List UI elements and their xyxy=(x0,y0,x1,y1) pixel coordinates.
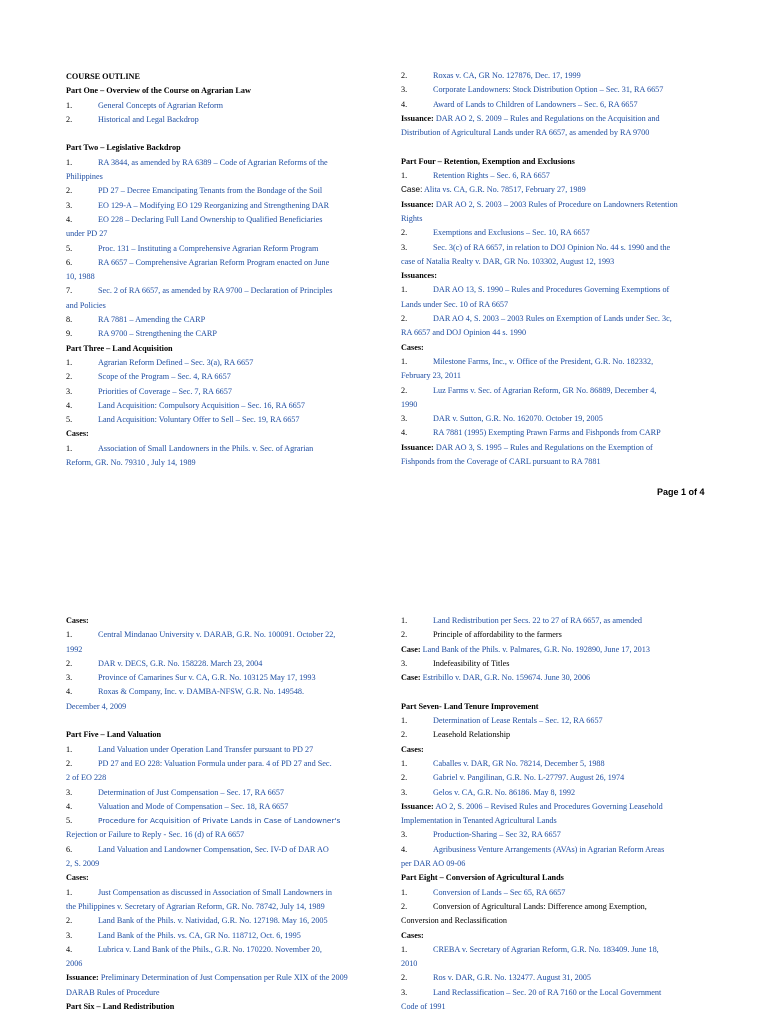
outline-line xyxy=(401,212,721,226)
item-text[interactable]: Land Valuation and Landowner Compensation, Sec. IV-D of DAR AO xyxy=(98,844,329,854)
item-text: Conversion of Agricultural Lands: Difference among Exemption, xyxy=(433,901,647,911)
outline-heading xyxy=(66,728,386,742)
item-number: 1. xyxy=(66,630,73,640)
item-text[interactable]: 2006 xyxy=(66,959,83,969)
item-text[interactable]: CREBA v. Secretary of Agrarian Reform, G.R. No. 183409. June 18, xyxy=(433,944,659,954)
item-text: Cases: xyxy=(401,342,424,352)
outline-line xyxy=(401,198,721,212)
item-text[interactable]: Gelos v. CA, G.R. No. 86186. May 8, 1992 xyxy=(433,787,576,797)
item-text: Leasehold Relationship xyxy=(433,730,511,740)
item-number: 3. xyxy=(401,987,408,997)
outline-line xyxy=(401,441,721,455)
item-text[interactable]: AO 2, S. 2006 – Revised Rules and Procedures Governing Leasehold xyxy=(433,801,663,811)
outline-line xyxy=(66,671,386,685)
item-text[interactable]: 2, S. 2009 xyxy=(66,859,100,869)
item-text[interactable]: Milestone Farms, Inc., v. Office of the President, G.R. No. 182332, xyxy=(433,356,654,366)
item-text[interactable]: Procedure for Acquisition of Private Lands in Case of Landowner's xyxy=(98,816,341,826)
item-text[interactable]: Distribution of Agricultural Lands under RA 6657, as amended by RA 9700 xyxy=(401,128,650,138)
item-text[interactable]: Land Bank of the Phils. vs. CA, GR No. 118712, Oct. 6, 1995 xyxy=(98,930,301,940)
item-number: 1. xyxy=(401,171,408,181)
item-text[interactable]: Lands under Sec. 10 of RA 6657 xyxy=(401,299,509,309)
outline-line xyxy=(401,728,721,742)
item-text: Part One – Overview of the Course on Agrarian Law xyxy=(66,86,251,96)
outline-line xyxy=(401,757,721,771)
item-number: 6. xyxy=(66,257,73,267)
item-number: 4. xyxy=(401,99,408,109)
outline-line xyxy=(401,169,721,183)
outline-line xyxy=(401,914,721,928)
outline-heading xyxy=(401,700,721,714)
item-number: 2. xyxy=(401,314,408,324)
item-number: 2. xyxy=(401,71,408,80)
item-text[interactable]: Fishponds from the Coverage of CARL pursuant to RA 7881 xyxy=(401,457,601,467)
item-text[interactable]: 10, 1988 xyxy=(66,272,95,282)
item-number: 1. xyxy=(401,616,408,625)
item-text[interactable]: Agrarian Reform Defined – Sec. 3(a), RA 6657 xyxy=(98,357,254,367)
item-text[interactable]: Rights xyxy=(401,213,423,223)
outline-line xyxy=(66,757,386,771)
item-text[interactable]: Reform, GR. No. 79310 , July 14, 1989 xyxy=(66,458,196,468)
item-number: 4. xyxy=(401,428,408,438)
item-text: Part Five – Land Valuation xyxy=(66,730,162,740)
item-text[interactable]: Priorities of Coverage – Sec. 7, RA 6657 xyxy=(98,386,232,396)
outline-line xyxy=(66,385,386,399)
item-text[interactable]: 2 of EO 228 xyxy=(66,773,107,783)
item-text[interactable]: RA 9700 – Strengthening the CARP xyxy=(98,329,217,339)
outline-line xyxy=(401,828,721,842)
outline-line xyxy=(66,356,386,370)
item-label: Issuance: xyxy=(66,973,99,983)
item-text: Principle of affordability to the farmers xyxy=(433,630,562,640)
item-number: 4. xyxy=(401,844,408,854)
item-number: 1. xyxy=(401,285,408,295)
item-number: 2. xyxy=(401,228,408,238)
outline-line xyxy=(66,227,386,241)
outline-line xyxy=(401,671,721,685)
item-number: 9. xyxy=(66,329,73,339)
item-number: 3. xyxy=(401,830,408,840)
item-text[interactable]: Association of Small Landowners in the Phils. v. Sec. of Agrarian xyxy=(98,443,314,453)
item-number: 3. xyxy=(401,787,408,797)
item-number: 3. xyxy=(66,787,73,797)
item-text[interactable]: under PD 27 xyxy=(66,229,108,239)
outline-line xyxy=(66,313,386,327)
item-text: Part Eight – Conversion of Agricultural Lands xyxy=(401,873,564,883)
outline-line xyxy=(401,943,721,957)
item-number: 1. xyxy=(66,100,73,110)
outline-line xyxy=(401,326,721,340)
item-text[interactable]: Caballes v. DAR, GR No. 78214, December 5, 1988 xyxy=(433,758,605,768)
item-text[interactable]: Philippines xyxy=(66,172,103,182)
item-label: Case: xyxy=(401,644,421,654)
item-text[interactable]: EO 228 – Declaring Full Land Ownership to Qualified Beneficiaries xyxy=(98,214,323,224)
item-label: Case: xyxy=(401,185,423,195)
item-label: Case: xyxy=(401,673,421,683)
outline-line xyxy=(66,299,386,313)
item-text[interactable]: EO 129-A – Modifying EO 129 Reorganizing and Strengthening DAR xyxy=(98,200,330,210)
outline-line xyxy=(401,455,721,469)
outline-line xyxy=(401,298,721,312)
item-number: 5. xyxy=(66,816,73,826)
outline-line xyxy=(401,614,721,628)
item-number: 4. xyxy=(66,801,73,811)
item-text[interactable]: General Concepts of Agrarian Reform xyxy=(98,100,224,110)
outline-line xyxy=(66,743,386,757)
item-text[interactable]: RA 7881 – Amending the CARP xyxy=(98,315,206,325)
page1-left-column xyxy=(66,70,386,470)
item-text[interactable]: DAR AO 2, S. 2009 – Rules and Regulations on the Acquisition and xyxy=(433,113,660,123)
outline-line xyxy=(66,643,386,657)
item-text[interactable]: RA 6657 – Comprehensive Agrarian Reform Program enacted on June xyxy=(98,257,330,267)
item-text[interactable]: Central Mindanao University v. DARAB, G.R. No. 100091. October 22, xyxy=(98,630,336,640)
outline-line xyxy=(66,399,386,413)
item-text[interactable]: Retention Rights – Sec. 6, RA 6657 xyxy=(433,171,550,181)
item-text[interactable]: Ros v. DAR, G.R. No. 132477. August 31, 2005 xyxy=(433,973,591,983)
outline-line xyxy=(401,241,721,255)
page1-right-column xyxy=(401,69,721,469)
outline-line xyxy=(66,800,386,814)
outline-line xyxy=(401,83,721,97)
item-text[interactable]: Land Valuation under Operation Land Transfer pursuant to PD 27 xyxy=(98,744,314,754)
outline-line xyxy=(401,69,721,83)
outline-line xyxy=(401,657,721,671)
item-text[interactable]: December 4, 2009 xyxy=(66,701,127,711)
item-text[interactable]: PD 27 – Decree Emancipating Tenants from the Bondage of the Soil xyxy=(98,186,323,196)
item-text[interactable]: DAR AO 13, S. 1990 – Rules and Procedures Governing Exemptions of xyxy=(433,285,670,295)
outline-line xyxy=(66,786,386,800)
outline-line xyxy=(401,384,721,398)
item-text[interactable]: Land Bank of the Phils. v. Natividad, G.R. No. 127198. May 16, 2005 xyxy=(98,916,328,926)
outline-line xyxy=(66,156,386,170)
outline-line xyxy=(66,270,386,284)
item-text[interactable]: February 23, 2011 xyxy=(401,371,461,381)
outline-line xyxy=(66,327,386,341)
item-number: 3. xyxy=(66,673,73,683)
item-number: 5. xyxy=(66,243,73,253)
item-text: Cases: xyxy=(66,429,89,439)
outline-line xyxy=(66,914,386,928)
item-text[interactable]: RA 6657 and DOJ Opinion 44 s. 1990 xyxy=(401,328,527,338)
item-number: 3. xyxy=(401,85,408,95)
outline-line xyxy=(66,685,386,699)
item-number: 4. xyxy=(66,944,73,954)
item-text: Conversion and Reclassification xyxy=(401,916,507,926)
item-text: Part Three – Land Acquisition xyxy=(66,343,173,353)
outline-line xyxy=(66,828,386,842)
item-text[interactable]: Corporate Landowners: Stock Distribution Option – Sec. 31, RA 6657 xyxy=(433,85,664,95)
outline-line xyxy=(401,900,721,914)
item-text[interactable]: and Policies xyxy=(66,300,106,310)
item-text[interactable]: Lubrica v. Land Bank of the Phils., G.R. No. 170220. November 20, xyxy=(98,944,322,954)
page-number: Page 1 of 4 xyxy=(657,487,705,497)
document-page-2 xyxy=(0,540,768,1024)
outline-line xyxy=(401,369,721,383)
outline-line xyxy=(66,242,386,256)
item-text: Cases: xyxy=(66,873,89,883)
item-text[interactable]: Land Acquisition: Compulsory Acquisition – Sec. 16, RA 6657 xyxy=(98,400,305,410)
outline-line xyxy=(66,184,386,198)
item-text[interactable]: Estribillo v. DAR, G.R. No. 159674. June 30, 2006 xyxy=(420,673,591,683)
item-text: Part Two – Legislative Backdrop xyxy=(66,143,181,153)
item-text[interactable]: DAR v. Sutton, G.R. No. 162070. October 19, 2005 xyxy=(433,414,603,424)
item-text[interactable]: Proc. 131 – Instituting a Comprehensive Agrarian Reform Program xyxy=(98,243,319,253)
outline-line xyxy=(66,456,386,470)
outline-heading xyxy=(66,614,386,628)
outline-line xyxy=(66,771,386,785)
item-label: Issuance: xyxy=(401,199,434,209)
outline-line xyxy=(66,170,386,184)
item-text: Indefeasibility of Titles xyxy=(433,658,510,668)
item-text[interactable]: Conversion of Lands – Sec 65, RA 6657 xyxy=(433,887,566,897)
outline-line xyxy=(66,943,386,957)
item-text[interactable]: 1990 xyxy=(401,399,418,409)
item-number: 7. xyxy=(66,286,73,296)
outline-line xyxy=(401,857,721,871)
item-text[interactable]: DAR AO 2, S. 2003 – 2003 Rules of Procedure on Landowners Retention xyxy=(433,199,678,209)
item-text: Issuances: xyxy=(401,271,437,281)
item-number: 1. xyxy=(66,443,73,453)
item-text[interactable]: Roxas v. CA, GR No. 127876, Dec. 17, 1999 xyxy=(433,71,581,80)
item-number: 4. xyxy=(66,400,73,410)
outline-heading xyxy=(66,84,386,98)
item-text[interactable]: Agribusiness Venture Arrangements (AVAs) in Agrarian Reform Areas xyxy=(433,844,665,854)
item-text[interactable]: Province of Camarines Sur v. CA, G.R. No. 103125 May 17, 1993 xyxy=(98,673,316,683)
item-text[interactable]: Sec. 3(c) of RA 6657, in relation to DOJ Opinion No. 44 s. 1990 and the xyxy=(433,242,671,252)
item-number: 3. xyxy=(66,200,73,210)
item-text: Cases: xyxy=(401,744,424,754)
item-text[interactable]: 2010 xyxy=(401,959,418,969)
outline-heading xyxy=(401,341,721,355)
outline-line xyxy=(66,442,386,456)
outline-line xyxy=(66,284,386,298)
outline-heading xyxy=(66,70,386,84)
item-text: Cases: xyxy=(66,616,89,625)
item-text[interactable]: Gabriel v. Pangilinan, G.R. No. L-27797. August 26, 1974 xyxy=(433,773,625,783)
outline-line xyxy=(66,628,386,642)
outline-heading xyxy=(401,743,721,757)
item-text[interactable]: Determination of Just Compensation – Sec. 17, RA 6657 xyxy=(98,787,285,797)
outline-line xyxy=(401,283,721,297)
item-number: 5. xyxy=(66,415,73,425)
item-number: 6. xyxy=(66,844,73,854)
item-text[interactable]: Scope of the Program – Sec. 4, RA 6657 xyxy=(98,372,231,382)
item-text: Part Six – Land Redistribution xyxy=(66,1002,175,1012)
outline-line xyxy=(401,628,721,642)
item-number: 1. xyxy=(401,758,408,768)
outline-heading xyxy=(401,155,721,169)
outline-line xyxy=(401,971,721,985)
item-number: 2. xyxy=(66,916,73,926)
item-number: 2. xyxy=(401,973,408,983)
outline-line xyxy=(401,183,721,197)
outline-heading xyxy=(401,269,721,283)
item-text[interactable]: Land Bank of the Phils. v. Palmares, G.R. No. 192890, June 17, 2013 xyxy=(420,644,650,654)
outline-line xyxy=(66,900,386,914)
item-text[interactable]: Code of 1991 xyxy=(401,1002,446,1012)
item-number: 2. xyxy=(66,186,73,196)
outline-line xyxy=(66,413,386,427)
item-text[interactable]: Valuation and Mode of Compensation – Sec. 18, RA 6657 xyxy=(98,801,289,811)
outline-heading xyxy=(401,929,721,943)
item-text[interactable]: Exemptions and Exclusions – Sec. 10, RA 6657 xyxy=(433,228,590,238)
item-number: 2. xyxy=(401,630,408,640)
outline-line xyxy=(401,355,721,369)
item-text[interactable]: Luz Farms v. Sec. of Agrarian Reform, GR No. 86889, December 4, xyxy=(433,385,657,395)
outline-line xyxy=(401,226,721,240)
item-label: Issuance: xyxy=(401,113,434,123)
outline-line xyxy=(66,700,386,714)
item-number: 2. xyxy=(401,901,408,911)
outline-line xyxy=(401,312,721,326)
outline-line xyxy=(401,814,721,828)
outline-heading xyxy=(66,342,386,356)
item-text[interactable]: Determination of Lease Rentals – Sec. 12, RA 6657 xyxy=(433,716,603,726)
item-text: Cases: xyxy=(401,930,424,940)
outline-line xyxy=(401,1000,721,1014)
item-text[interactable]: Implementation in Tenanted Agricultural Lands xyxy=(401,816,557,826)
outline-line xyxy=(401,786,721,800)
outline-line xyxy=(401,886,721,900)
outline-line xyxy=(401,957,721,971)
item-text[interactable]: Land Acquisition: Voluntary Offer to Sell – Sec. 19, RA 6657 xyxy=(98,415,300,425)
outline-line xyxy=(401,398,721,412)
outline-line xyxy=(401,771,721,785)
item-number: 2. xyxy=(401,773,408,783)
item-text[interactable]: Historical and Legal Backdrop xyxy=(98,114,199,124)
outline-line xyxy=(66,986,386,1000)
page2-left-column xyxy=(66,614,386,1014)
item-number: 1. xyxy=(401,356,408,366)
item-label: Issuance: xyxy=(401,801,434,811)
item-text[interactable]: per DAR AO 09-06 xyxy=(401,859,466,869)
outline-line xyxy=(66,857,386,871)
item-number: 3. xyxy=(66,930,73,940)
item-text[interactable]: Preliminary Determination of Just Compensation per Rule XIX of the 2009 xyxy=(98,973,348,983)
outline-heading xyxy=(66,871,386,885)
item-number: 2. xyxy=(401,385,408,395)
item-text[interactable]: DAR v. DECS, G.R. No. 158228. March 23, 2004 xyxy=(98,658,263,668)
item-text[interactable]: Sec. 2 of RA 6657, as amended by RA 9700 – Declaration of Principles xyxy=(98,286,333,296)
outline-line xyxy=(401,112,721,126)
outline-line xyxy=(401,986,721,1000)
outline-line xyxy=(66,199,386,213)
outline-line xyxy=(401,714,721,728)
outline-line xyxy=(401,643,721,657)
item-text[interactable]: PD 27 and EO 228: Valuation Formula under para. 4 of PD 27 and Sec. xyxy=(98,758,332,768)
outline-line xyxy=(66,957,386,971)
item-number: 2. xyxy=(66,114,73,124)
item-text: COURSE OUTLINE xyxy=(66,72,140,81)
item-number: 1. xyxy=(401,944,408,954)
item-number: 2. xyxy=(66,372,73,382)
outline-line xyxy=(66,370,386,384)
item-number: 3. xyxy=(66,386,73,396)
item-number: 1. xyxy=(401,887,408,897)
item-number: 3. xyxy=(401,242,408,252)
item-label: Issuance: xyxy=(401,442,434,452)
outline-heading xyxy=(66,141,386,155)
page2-right-column xyxy=(401,614,721,1014)
item-number: 1. xyxy=(66,887,73,897)
item-number: 4. xyxy=(66,214,73,224)
item-number: 8. xyxy=(66,315,73,325)
outline-line xyxy=(401,412,721,426)
item-text: Part Seven- Land Tenure Improvement xyxy=(401,701,539,711)
item-text[interactable]: Alita vs. CA, G.R. No. 78517, February 27, 1989 xyxy=(422,185,586,195)
item-text[interactable]: DAR AO 4, S. 2003 – 2003 Rules on Exemption of Lands under Sec. 3c, xyxy=(433,314,672,324)
outline-line xyxy=(401,843,721,857)
outline-line xyxy=(401,426,721,440)
outline-line xyxy=(66,213,386,227)
item-text[interactable]: RA 7881 (1995) Exempting Prawn Farms and Fishponds from CARP xyxy=(433,428,661,438)
outline-line xyxy=(66,814,386,828)
item-text[interactable]: Award of Lands to Children of Landowners – Sec. 6, RA 6657 xyxy=(433,99,638,109)
item-text[interactable]: Production-Sharing – Sec 32, RA 6657 xyxy=(433,830,561,840)
item-text[interactable]: the Philippines v. Secretary of Agrarian Reform, GR. No. 78742, July 14, 1989 xyxy=(66,901,325,911)
item-number: 2. xyxy=(66,658,73,668)
outline-line xyxy=(401,98,721,112)
item-number: 1. xyxy=(401,716,408,726)
item-text[interactable]: Roxas & Company, Inc. v. DAMBA-NFSW, G.R. No. 149548. xyxy=(98,687,305,697)
outline-heading xyxy=(401,871,721,885)
item-number: 1. xyxy=(66,157,73,167)
outline-line xyxy=(66,886,386,900)
item-text[interactable]: Land Reclassification – Sec. 20 of RA 7160 or the Local Government xyxy=(433,987,662,997)
outline-line xyxy=(66,843,386,857)
outline-line xyxy=(66,657,386,671)
outline-line xyxy=(66,113,386,127)
outline-line xyxy=(66,99,386,113)
item-number: 1. xyxy=(66,744,73,754)
item-number: 1. xyxy=(66,357,73,367)
item-text[interactable]: DAR AO 3, S. 1995 – Rules and Regulations on the Exemption of xyxy=(433,442,653,452)
item-text[interactable]: 1992 xyxy=(66,644,83,654)
outline-line xyxy=(401,126,721,140)
item-number: 4. xyxy=(66,687,73,697)
item-number: 2. xyxy=(66,758,73,768)
outline-line xyxy=(401,800,721,814)
outline-line xyxy=(66,256,386,270)
item-text[interactable]: case of Natalia Realty v. DAR, GR No. 103302, August 12, 1993 xyxy=(401,256,615,266)
item-number: 2. xyxy=(401,730,408,740)
item-text: Part Four – Retention, Exemption and Exclusions xyxy=(401,156,575,166)
outline-line xyxy=(401,255,721,269)
outline-heading xyxy=(66,427,386,441)
item-number: 3. xyxy=(401,414,408,424)
item-text[interactable]: DARAB Rules of Procedure xyxy=(66,987,160,997)
item-number: 3. xyxy=(401,658,408,668)
item-text[interactable]: Just Compensation as discussed in Association of Small Landowners in xyxy=(98,887,333,897)
item-text[interactable]: Land Redistribution per Secs. 22 to 27 of RA 6657, as amended xyxy=(433,616,642,625)
outline-line xyxy=(66,929,386,943)
item-text[interactable]: Rejection or Failure to Reply - Sec. 16 (d) of RA 6657 xyxy=(66,830,245,840)
outline-heading xyxy=(66,1000,386,1014)
outline-line xyxy=(66,971,386,985)
item-text[interactable]: RA 3844, as amended by RA 6389 – Code of Agrarian Reforms of the xyxy=(98,157,328,167)
